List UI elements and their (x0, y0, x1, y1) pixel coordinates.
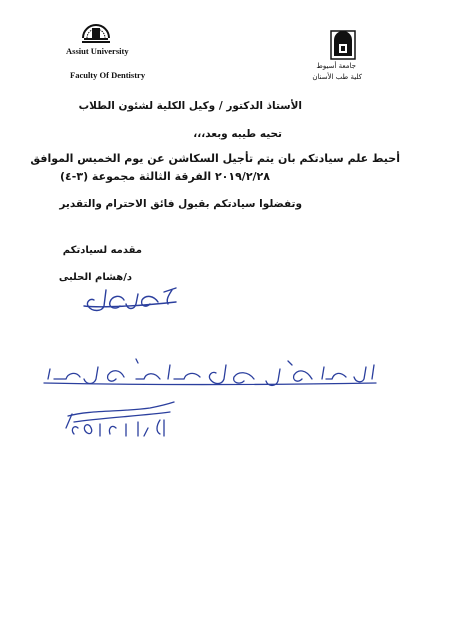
handwritten-note (40, 355, 380, 393)
presented-by-label: مقدمه لسيادتكم (62, 245, 142, 256)
university-logo (80, 16, 112, 46)
handwritten-signature (80, 282, 180, 318)
handwritten-date (60, 398, 180, 446)
signer-name: د/هشام الحلبى (58, 272, 132, 283)
paragraph-line-2: ٢٠١٩/٢/٢٨ الفرقة الثالثة مجموعة (٣-٤) (60, 170, 270, 183)
faculty-name-ar: كلية طب الأسنان (312, 73, 362, 81)
closing-line: وتفضلوا سيادتكم بقبول فائق الاحترام والتقدير (59, 198, 302, 210)
addressee-line: الأستاذ الدكتور / وكيل الكلية لشئون الطلاب (78, 100, 302, 112)
greeting-line: تحيه طيبه وبعد،،، (193, 128, 282, 140)
paragraph-line-1: أحيط علم سيادتكم بان يتم تأجيل السكاشن عن يوم الخميس الموافق (30, 152, 400, 165)
university-name-ar: جامعة أسيوط (316, 62, 356, 70)
university-name-en: Assiut University (66, 46, 129, 56)
faculty-name-en: Faculty Of Dentistry (70, 70, 146, 80)
faculty-logo (330, 30, 356, 60)
